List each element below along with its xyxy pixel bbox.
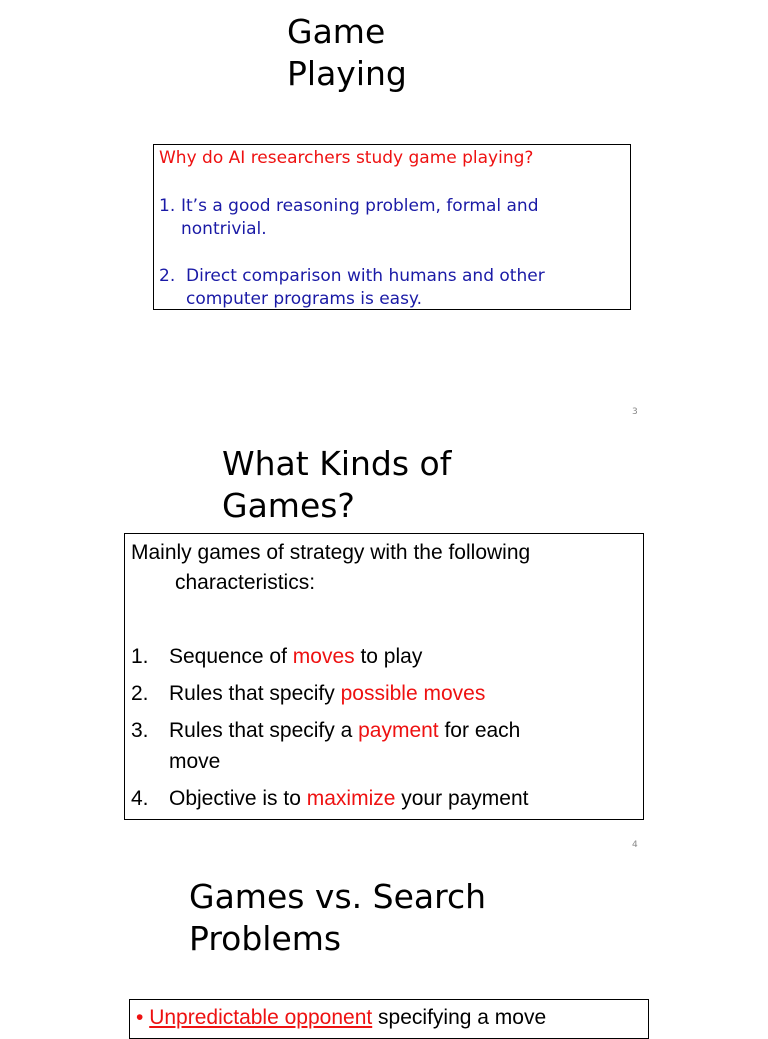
list-item-text: Objective is to [169,787,307,810]
title-line: What Kinds of [222,444,452,483]
title-line: Game [287,12,386,51]
title-line: Games vs. Search [189,877,486,916]
list-item [169,715,520,746]
list-item-number: 4. [131,787,149,810]
page-number: 3 [632,407,638,417]
list-item-text-continued: move [169,750,221,773]
highlight-text: moves [292,645,355,668]
list-item-number: 1. [159,196,176,216]
content-box-why-study [153,144,631,310]
bullet-icon: • [136,1006,144,1029]
title-line: Games? [222,486,355,525]
highlight-text: Unpredictable opponent [149,1006,373,1029]
list-item-text: your payment [395,787,529,810]
slide-title-game-playing [287,11,407,95]
bullet-text: specifying a move [372,1006,547,1029]
list-item-text: It’s a good reasoning problem, formal and [181,196,539,216]
list-item-text: Rules that specify a [169,719,359,742]
title-line: Problems [189,919,342,958]
list-item-text-continued: nontrivial. [181,219,267,239]
list-item-text: Rules that specify [169,682,341,705]
slide-title-kinds-of-games [222,443,451,527]
list-item-text: to play [354,645,423,668]
list-item-number: 1. [131,645,149,668]
list-item-number: 2. [159,266,176,286]
title-line: Playing [287,54,407,93]
content-box-characteristics [124,533,644,820]
list-item-text: Sequence of [169,645,293,668]
intro-text-continued: characteristics: [175,571,316,594]
highlight-text: possible moves [340,682,486,705]
list-item [169,678,485,709]
highlight-text: maximize [306,787,396,810]
list-item-text-continued: computer programs is easy. [186,289,422,309]
list-item-text: for each [438,719,521,742]
page-number: 4 [632,840,638,850]
slide-title-games-vs-search [189,876,486,960]
intro-text: Mainly games of strategy with the following [131,541,531,564]
list-item [169,641,422,672]
question-text: Why do AI researchers study game playing? [159,148,534,168]
list-item [169,783,529,814]
highlight-text: payment [358,719,439,742]
content-box-games-vs-search [129,999,649,1039]
list-item-text: Direct comparison with humans and other [186,266,545,286]
bullet-item [136,1004,546,1032]
list-item-number: 2. [131,682,149,705]
list-item-number: 3. [131,719,149,742]
